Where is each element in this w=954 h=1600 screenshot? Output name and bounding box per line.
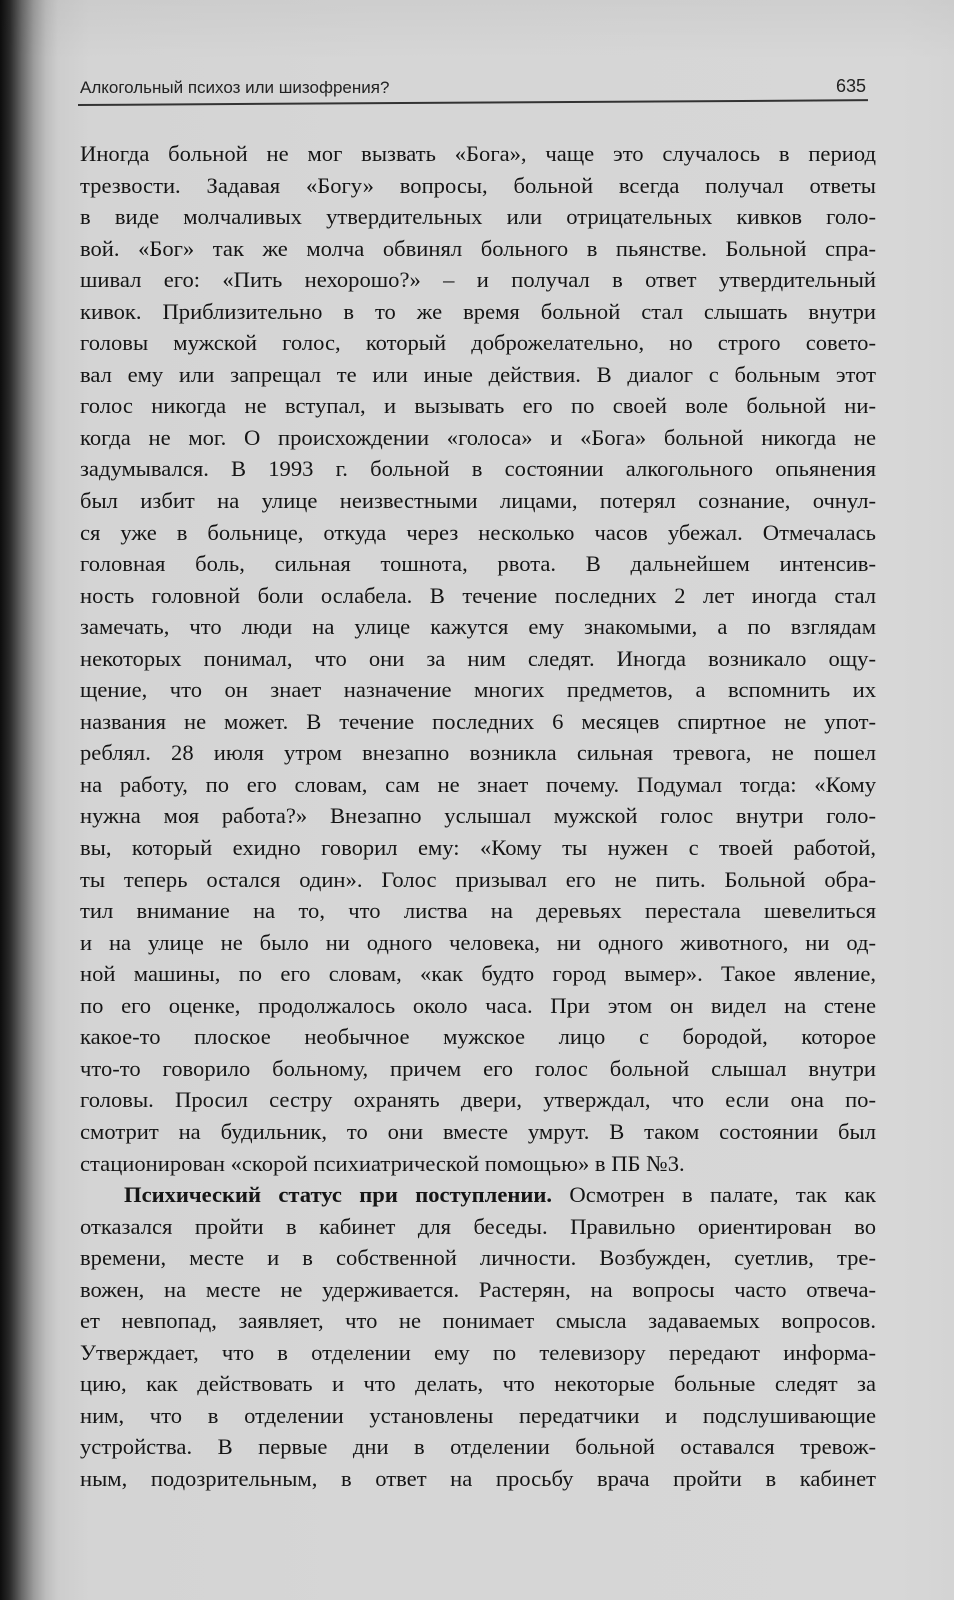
text-line: головы мужской голос, который доброжелательно, но строго совето-: [80, 330, 876, 356]
text-line: шивал его: «Пить нехорошо?» – и получал в ответ утвердительный: [80, 267, 876, 293]
text-line: задумывался. В 1993 г. больной в состоянии алкогольного опьянения: [80, 456, 876, 482]
text-line: вой. «Бог» так же молча обвинял больного в пьянстве. Больной спра-: [80, 235, 876, 261]
text-line: вы, который ехидно говорил ему: «Кому ты нужен с твоей работой,: [80, 835, 876, 861]
paragraph-1: [80, 138, 876, 1179]
text-line: времени, месте и в собственной личности. Возбужден, суетлив, тре-: [80, 1245, 876, 1271]
page-shading: [0, 0, 954, 60]
text-line: Иногда больной не мог вызвать «Бога», чаще это случалось в период: [80, 141, 876, 166]
text-line: трезвости. Задавая «Богу» вопросы, больной всегда получал ответы: [80, 172, 876, 198]
running-title: Алкогольный психоз или шизофрения?: [80, 78, 390, 97]
text-run: Осмотрен в палате, так как: [569, 1182, 876, 1208]
text-line: головная боль, сильная тошнота, рвота. В дальнейшем интенсив-: [80, 551, 876, 577]
paragraph-first-line: [80, 1179, 876, 1211]
text-line: некоторых понимал, что они за ним следят. Иногда возникало ощу-: [80, 645, 876, 671]
text-line: ность головной боли ослабела. В течение последних 2 лет иногда стал: [80, 582, 876, 608]
text-line: тил внимание на то, что листва на деревьях перестала шевелиться: [80, 898, 876, 924]
text-line: нужна моя работа?» Внезапно услышал мужской голос внутри голо-: [80, 803, 876, 829]
text-line: ной машины, по его словам, «как будто город вымер». Такое явление,: [80, 961, 876, 987]
text-line: голос никогда не вступал, и вызывать его по своей воле больной ни-: [80, 393, 876, 419]
text-line: что-то говорило больному, причем его голос больной слышал внутри: [80, 1055, 876, 1081]
page-number: 635: [835, 76, 866, 96]
text-line: отказался пройти в кабинет для беседы. Правильно ориентирован во: [80, 1213, 876, 1239]
text-line: ты теперь остался один». Голос призывал его не пить. Больной обра-: [80, 866, 876, 892]
text-line: смотрит на будильник, то они вместе умрут. В таком состоянии был: [80, 1118, 876, 1144]
body-text: [80, 138, 876, 1495]
text-line: на работу, по его словам, сам не знает почему. Подумал тогда: «Кому: [80, 771, 876, 797]
text-line: был избит на улице неизвестными лицами, потерял сознание, очнул-: [80, 488, 876, 514]
text-line: кивок. Приблизительно в то же время больной стал слышать внутри: [80, 298, 876, 324]
text-line: замечать, что люди на улице кажутся ему знакомыми, а по взглядам: [80, 614, 876, 640]
text-line: названия не может. В течение последних 6 месяцев спиртное не упот-: [80, 708, 876, 734]
section-heading: Психический статус при поступлении.: [124, 1182, 553, 1208]
text-line: ся уже в больнице, откуда через несколько часов убежал. Отмечалась: [80, 519, 876, 545]
text-line: реблял. 28 июля утром внезапно возникла сильная тревога, не пошел: [80, 740, 876, 766]
text-line: и на улице не было ни одного человека, ни одного животного, ни од-: [80, 929, 876, 955]
text-line: цию, как действовать и что делать, что некоторые больные следят за: [80, 1371, 876, 1397]
text-line: щение, что он знает назначение многих предметов, а вспомнить их: [80, 677, 876, 703]
text-line: ним, что в отделении установлены передатчики и подслушивающие: [80, 1402, 876, 1428]
text-line: вожен, на месте не удерживается. Растерян, на вопросы часто отвеча-: [80, 1276, 876, 1302]
text-line: какое-то плоское необычное мужское лицо с бородой, которое: [80, 1024, 876, 1050]
text-line: устройства. В первые дни в отделении больной оставался тревож-: [80, 1434, 876, 1460]
text-line: в виде молчаливых утвердительных или отрицательных кивков голо-: [80, 204, 876, 230]
text-line: Утверждает, что в отделении ему по телевизору передают информа-: [80, 1339, 876, 1365]
text-line: по его оценке, продолжалось около часа. При этом он видел на стене: [80, 992, 876, 1018]
text-line: вал ему или запрещал те или иные действия. В диалог с больным этот: [80, 361, 876, 387]
text-line: стационирован «скорой психиатрической помощью» в ПБ №3.: [80, 1150, 685, 1176]
text-line: когда не мог. О происхождении «голоса» и «Бога» больной никогда не: [80, 424, 876, 450]
text-line: ет невпопад, заявляет, что не понимает смысла задаваемых вопросов.: [80, 1308, 876, 1334]
text-line: головы. Просил сестру охранять двери, утверждал, что если она по-: [80, 1087, 876, 1113]
text-line: ным, подозрительным, в ответ на просьбу врача пройти в кабинет: [80, 1465, 876, 1491]
paragraph-2: [80, 1179, 876, 1494]
